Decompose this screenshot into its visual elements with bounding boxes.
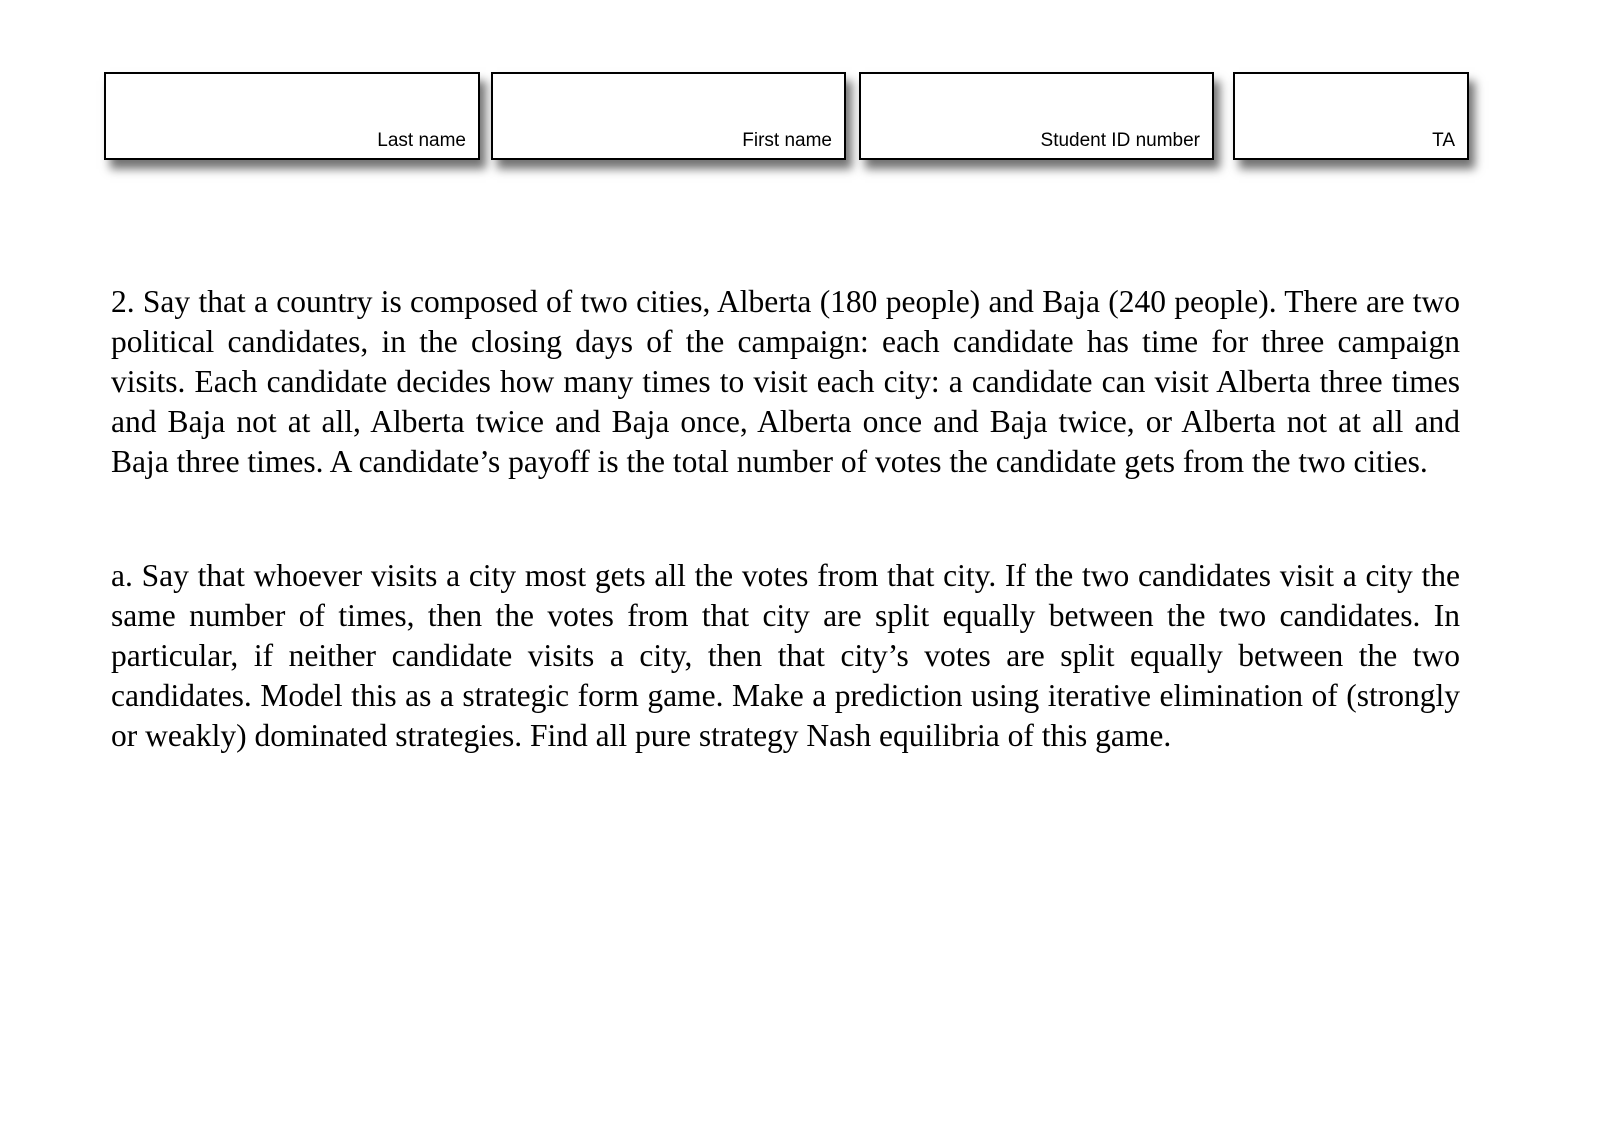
ta-field[interactable] [1233,72,1469,160]
ta-label: TA [1432,130,1455,151]
last-name-field[interactable] [104,72,480,160]
student-id-label: Student ID number [1040,130,1200,151]
first-name-label: First name [742,130,832,151]
last-name-label: Last name [377,130,466,151]
problem-part-a-paragraph: a. Say that whoever visits a city most gets all the votes from that city. If the two candidates visit a city the same number of times, then the votes from that city are split equally between the two candidates. In particular, if neither candidate visits a city, then that city’s votes are split equally between the two candidates. Model this as a strategic form game. Make a prediction using iterative elimination of (strongly or weakly) dominated strategies. Find all pure strategy Nash equilibria of this game. [111,558,1460,753]
problem-intro-paragraph: 2. Say that a country is composed of two cities, Alberta (180 people) and Baja (240 people). There are two political candidates, in the closing days of the campaign: each candidate has time for three campaign visits. Each candidate decides how many times to visit each city: a candidate can visit Alberta three times and Baja not at all, Alberta twice and Baja once, Alberta once and Baja twice, or Alberta not at all and Baja three times. A candidate’s payoff is the total number of votes the candidate gets from the two cities. [111,284,1460,479]
student-info-header [0,0,1602,200]
student-id-field[interactable] [859,72,1214,160]
first-name-field[interactable] [491,72,846,160]
